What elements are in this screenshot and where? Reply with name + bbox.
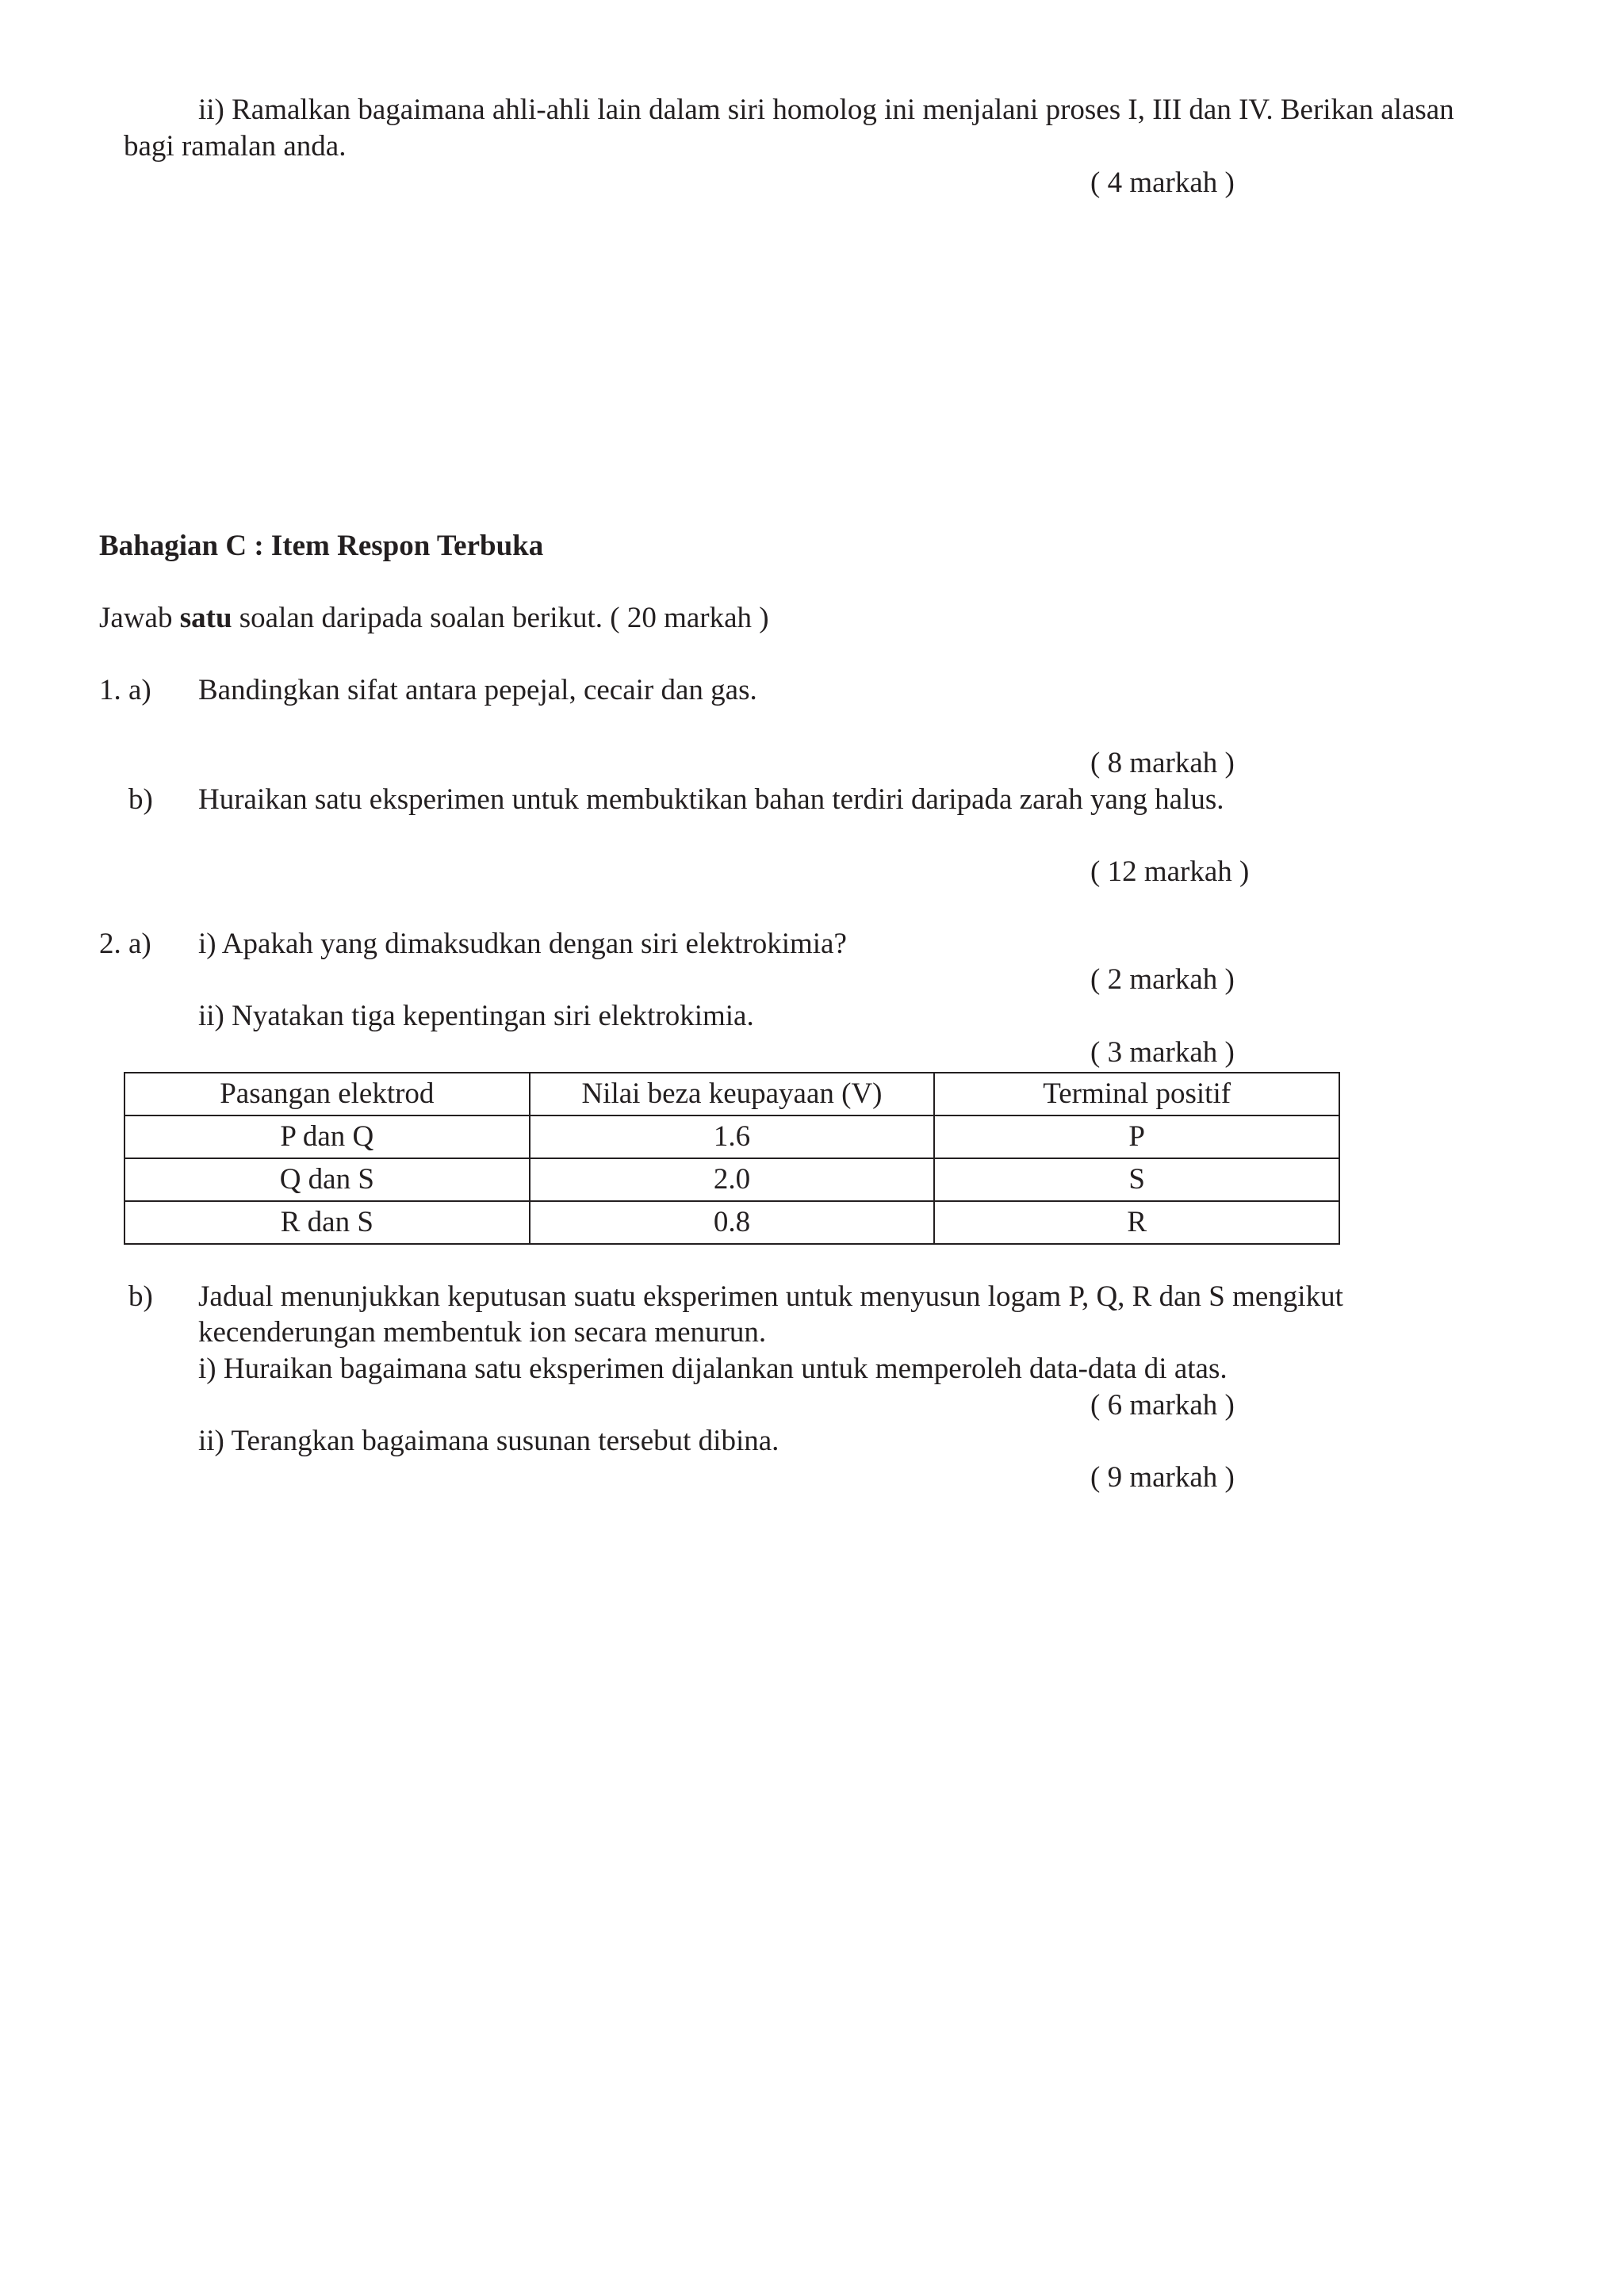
question-1b-label: b) [128,783,153,816]
question-2a-ii-text: ii) Nyatakan tiga kepentingan siri elektrokimia. [198,1000,754,1032]
table-cell: P [934,1115,1339,1158]
question-2-number: 2. a) [99,928,151,960]
table-cell: 2.0 [530,1158,935,1201]
table-row [124,1201,1339,1244]
table-cell: P dan Q [124,1115,530,1158]
question-ii-line-1: ii) Ramalkan bagaimana ahli-ahli lain dalam siri homolog ini menjalani proses I, III dan IV. Berikan alasan [198,94,1454,126]
instruction-post: soalan daripada soalan berikut. ( 20 markah ) [232,602,769,634]
question-2b-line-1: Jadual menunjukkan keputusan suatu eksperimen untuk menyusun logam P, Q, R dan S mengikut [198,1280,1343,1313]
instruction-pre: Jawab [99,602,180,634]
question-2b-line-2: kecenderungan membentuk ion secara menurun. [198,1316,767,1349]
question-1b-marks: ( 12 markah ) [1090,855,1250,888]
table-cell: Q dan S [124,1158,530,1201]
table-cell: 1.6 [530,1115,935,1158]
table-cell: R [934,1201,1339,1244]
question-2a-i-marks: ( 2 markah ) [1090,963,1235,996]
table-header-cell: Nilai beza keupayaan (V) [530,1073,935,1115]
question-1a-text: Bandingkan sifat antara pepejal, cecair dan gas. [198,674,757,706]
table-row [124,1158,1339,1201]
table-cell: 0.8 [530,1201,935,1244]
question-ii-line-2: bagi ramalan anda. [124,130,347,163]
question-2b-i-text: i) Huraikan bagaimana satu eksperimen dijalankan untuk memperoleh data-data di atas. [198,1353,1228,1385]
table-header-cell: Terminal positif [934,1073,1339,1115]
table-header-row [124,1073,1339,1115]
table-cell: S [934,1158,1339,1201]
section-instruction [99,600,769,637]
table-row [124,1115,1339,1158]
question-2b-label: b) [128,1280,153,1313]
question-1b-text: Huraikan satu eksperimen untuk membuktikan bahan terdiri daripada zarah yang halus. [198,783,1224,816]
electrode-table [124,1072,1340,1245]
marks-label: ( 4 markah ) [1090,166,1235,199]
table-header-cell: Pasangan elektrod [124,1073,530,1115]
question-2b-ii-text: ii) Terangkan bagaimana susunan tersebut dibina. [198,1425,779,1457]
question-2a-ii-marks: ( 3 markah ) [1090,1036,1235,1069]
question-1-number: 1. a) [99,674,151,706]
table-cell: R dan S [124,1201,530,1244]
question-2b-ii-marks: ( 9 markah ) [1090,1461,1235,1494]
section-title: Bahagian C : Item Respon Terbuka [99,530,544,562]
question-2b-i-marks: ( 6 markah ) [1090,1389,1235,1422]
instruction-bold: satu [179,602,232,634]
question-1a-marks: ( 8 markah ) [1090,747,1235,779]
question-2a-i-text: i) Apakah yang dimaksudkan dengan siri elektrokimia? [198,928,847,960]
